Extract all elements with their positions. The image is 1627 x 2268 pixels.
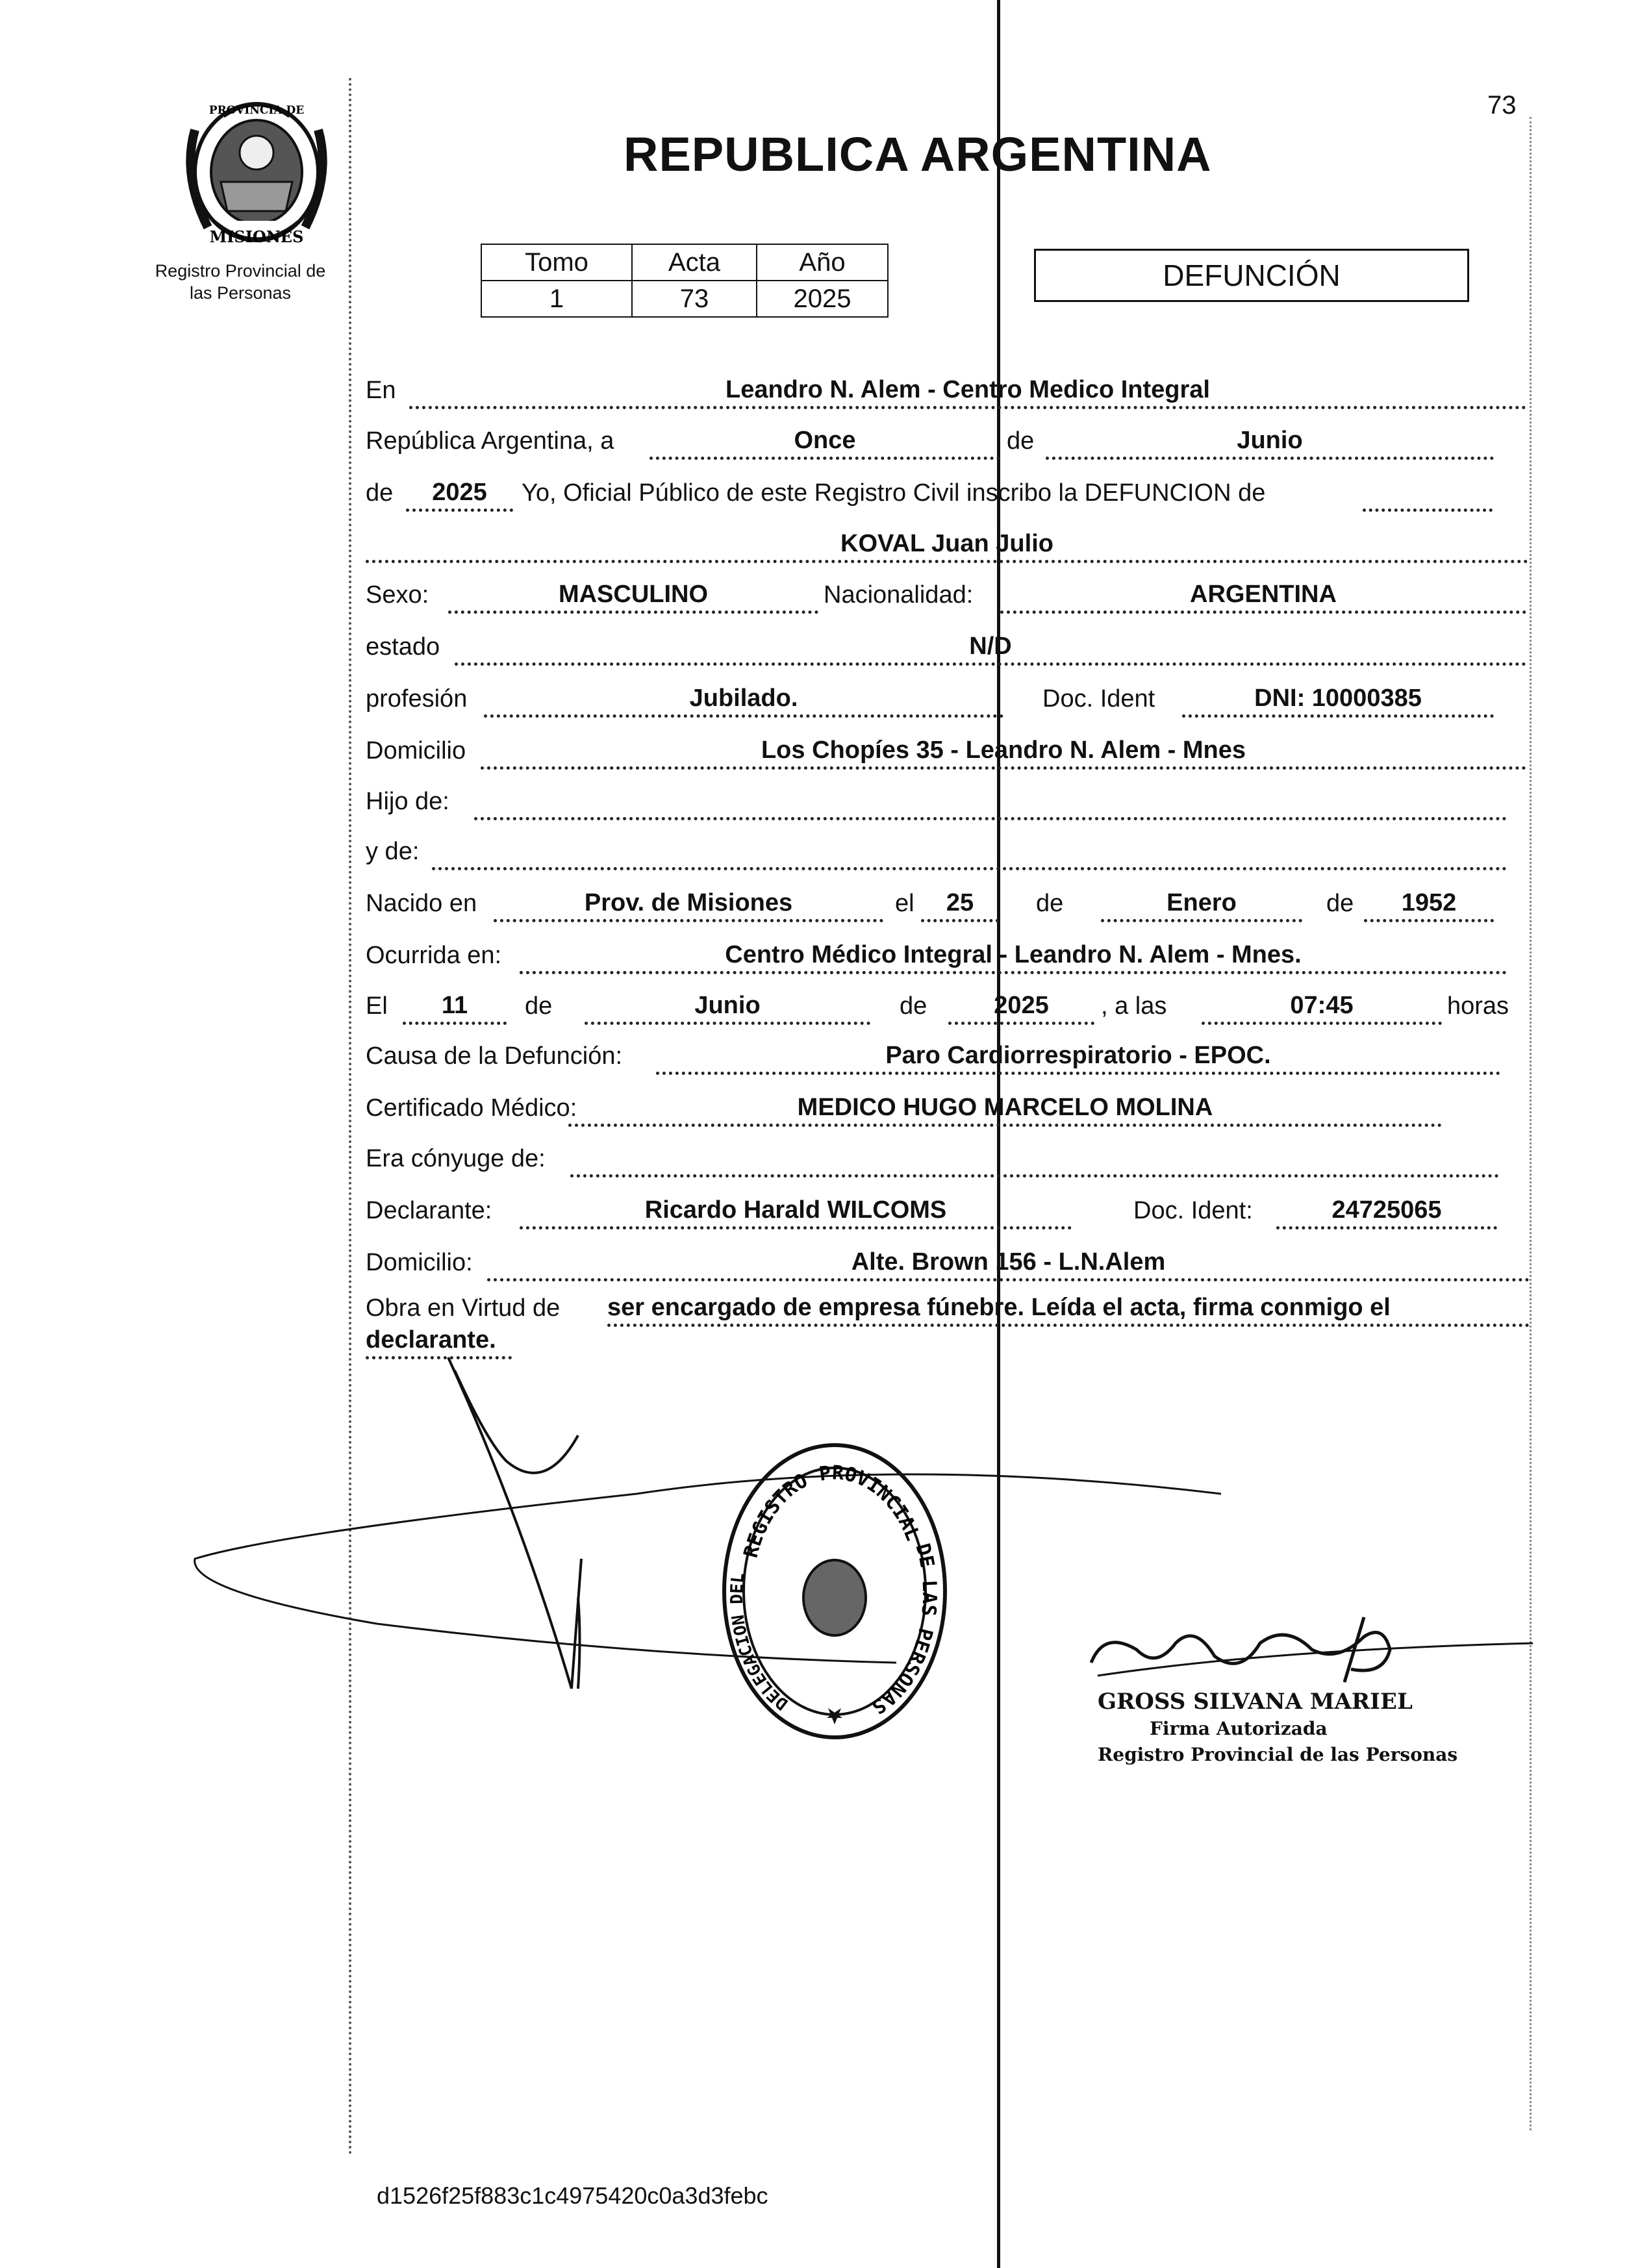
estado-label: estado xyxy=(366,633,440,661)
de2-label: de xyxy=(366,479,394,507)
yde-label: y de: xyxy=(366,838,420,865)
ocurrida-value: Centro Médico Integral - Leandro N. Alem - Mnes. xyxy=(520,939,1507,974)
emblem-top-text: PROVINCIA DE xyxy=(208,104,305,117)
certificado-value: MEDICO HUGO MARCELO MOLINA xyxy=(568,1091,1442,1127)
record-table xyxy=(481,244,889,318)
birth-month: Enero xyxy=(1101,887,1302,922)
doc-value: DNI: 10000385 xyxy=(1182,682,1494,718)
nacionalidad-value: ARGENTINA xyxy=(1000,578,1526,614)
alas-label: , a las xyxy=(1101,992,1167,1020)
registry-label xyxy=(130,260,351,304)
certificado-label: Certificado Médico: xyxy=(366,1094,577,1122)
en-label: En xyxy=(366,377,396,404)
nacionalidad-label: Nacionalidad: xyxy=(824,581,974,609)
ocurrida-label: Ocurrida en: xyxy=(366,942,502,969)
el-label: el xyxy=(895,890,914,917)
death-month: Junio xyxy=(585,989,870,1025)
declarante-label: Declarante: xyxy=(366,1197,492,1224)
acta-value: 73 xyxy=(632,281,757,317)
seal-right-text: DE LAS PERSONAS xyxy=(867,1541,941,1719)
tomo-header: Tomo xyxy=(481,244,632,281)
birth-de2-label: de xyxy=(1326,890,1354,917)
seal-left-text: DELEGACION DEL xyxy=(727,1572,792,1714)
conyuge-value xyxy=(570,1142,1499,1178)
anio-value: 2025 xyxy=(757,281,888,317)
page-number: 73 xyxy=(1487,91,1517,120)
profesion-value: Jubilado. xyxy=(484,682,1003,718)
svg-text:DE LAS PERSONAS xyxy=(868,1541,940,1719)
day-value: Once xyxy=(650,424,1000,460)
domicilio-value: Los Chopíes 35 - Leandro N. Alem - Mnes xyxy=(481,734,1526,770)
birth-day: 25 xyxy=(921,887,999,922)
signer-name: GROSS SILVANA MARIEL xyxy=(1098,1689,1413,1715)
obra-value-line2: declarante. xyxy=(366,1324,512,1359)
yde-value xyxy=(432,835,1507,870)
year-value: 2025 xyxy=(406,476,513,512)
anio-header: Año xyxy=(757,244,888,281)
emblem-bottom-text: MISIONES xyxy=(209,227,304,246)
declarante-dom-value: Alte. Brown 156 - L.N.Alem xyxy=(487,1246,1530,1281)
obra-label: Obra en Virtud de xyxy=(366,1294,561,1322)
causa-value: Paro Cardiorrespiratorio - EPOC. xyxy=(656,1039,1500,1075)
birth-de-label: de xyxy=(1036,890,1064,917)
declarante-doc-label: Doc. Ident: xyxy=(1133,1197,1253,1224)
left-margin-line xyxy=(349,78,351,2156)
officer-blank xyxy=(1363,476,1493,512)
death-day: 11 xyxy=(403,989,507,1025)
registry-label-line1: Registro Provincial de xyxy=(155,261,326,281)
registry-label-line2: las Personas xyxy=(189,283,292,303)
conyuge-label: Era cónyuge de: xyxy=(366,1145,546,1172)
estado-value: N/D xyxy=(455,630,1526,666)
document-hash: d1526f25f883c1c4975420c0a3d3febc xyxy=(377,2182,768,2209)
signer-role: Firma Autorizada xyxy=(1150,1718,1328,1739)
republica-label: República Argentina, a xyxy=(366,427,614,455)
causa-label: Causa de la Defunción: xyxy=(366,1042,623,1070)
month-value: Junio xyxy=(1046,424,1494,460)
svg-text:DELEGACION DEL xyxy=(727,1572,792,1713)
record-type-box: DEFUNCIÓN xyxy=(1034,249,1469,302)
death-time: 07:45 xyxy=(1202,989,1442,1025)
doc-label: Doc. Ident xyxy=(1042,685,1155,712)
official-seal-icon xyxy=(711,1435,958,1747)
death-year: 2025 xyxy=(948,989,1094,1025)
authorized-signature-icon xyxy=(1078,1611,1546,1695)
sexo-value: MASCULINO xyxy=(448,578,818,614)
profesion-label: profesión xyxy=(366,685,468,712)
death-de2-label: de xyxy=(900,992,927,1020)
domicilio-label: Domicilio xyxy=(366,737,466,764)
signer-office: Registro Provincial de las Personas xyxy=(1098,1744,1458,1765)
nacido-value: Prov. de Misiones xyxy=(494,887,883,922)
fold-line xyxy=(997,0,1000,2268)
acta-header: Acta xyxy=(632,244,757,281)
declarante-doc-value: 24725065 xyxy=(1276,1194,1497,1229)
nacido-label: Nacido en xyxy=(366,890,477,917)
seal-top-text: REGISTRO PROVINCIAL xyxy=(739,1461,924,1561)
el2-label: El xyxy=(366,992,388,1020)
officer-text: Yo, Oficial Público de este Registro Civil inscribo la DEFUNCION de xyxy=(522,479,1266,507)
de-label: de xyxy=(1007,427,1035,455)
page-title: REPUBLICA ARGENTINA xyxy=(624,127,1212,181)
tomo-value: 1 xyxy=(481,281,632,317)
sexo-label: Sexo: xyxy=(366,581,429,609)
right-margin-line xyxy=(1530,117,1532,2130)
hijo-value xyxy=(474,785,1507,820)
death-de-label: de xyxy=(525,992,553,1020)
misiones-emblem-icon xyxy=(169,91,344,260)
deceased-name: KOVAL Juan Julio xyxy=(366,527,1528,563)
birth-year: 1952 xyxy=(1364,887,1494,922)
declarante-value: Ricardo Harald WILCOMS xyxy=(520,1194,1072,1229)
declarante-dom-label: Domicilio: xyxy=(366,1249,473,1276)
hijo-label: Hijo de: xyxy=(366,788,449,815)
obra-value-line1: ser encargado de empresa fúnebre. Leída el acta, firma conmigo el xyxy=(607,1291,1530,1327)
horas-label: horas xyxy=(1447,992,1509,1020)
en-value: Leandro N. Alem - Centro Medico Integral xyxy=(409,373,1526,409)
